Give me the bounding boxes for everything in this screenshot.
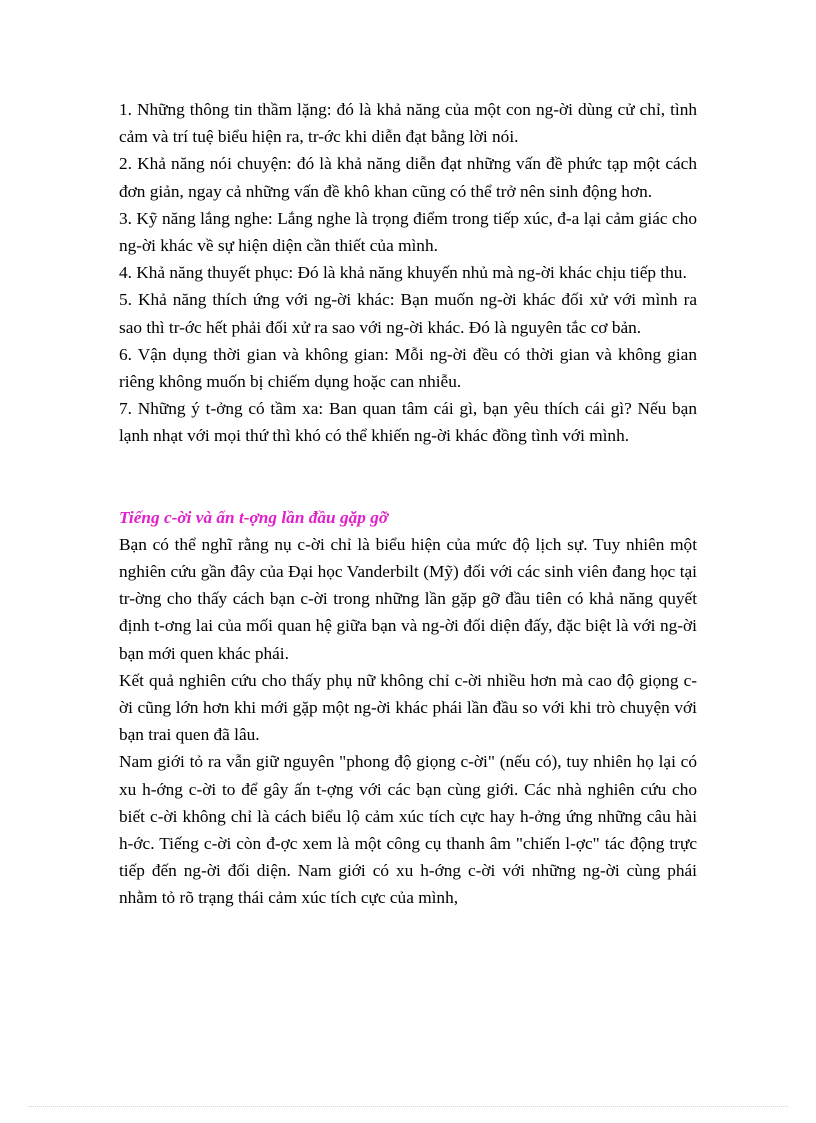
body-paragraph: Kết quả nghiên cứu cho thấy phụ nữ không chỉ c-ời nhiều hơn mà cao độ giọng c-ời cũng lớn hơn khi mới gặp một ng-ời khác phái lần đầu so với khi trò chuyện với bạn trai quen đã lâu.	[119, 670, 697, 745]
skills-list	[119, 96, 697, 450]
body-paragraph: Nam giới tỏ ra vẫn giữ nguyên "phong độ giọng c-ời" (nếu có), tuy nhiên họ lại có xu h-ớng c-ời to để gây ấn t-ợng với các bạn cùng giới. Các nhà nghiên cứu cho biết c-ời không chỉ là cách biểu lộ cảm xúc tích cực hay h-ởng ứng những câu hài h-ớc. Tiếng c-ời còn đ-ợc xem là một công cụ thanh âm "chiến l-ợc" tác động trực tiếp đến ng-ời đối diện. Nam giới có xu h-ớng c-ời với những ng-ời cùng phái nhằm tỏ rõ trạng thái cảm xúc tích cực của mình,	[119, 752, 697, 908]
section-spacer	[119, 450, 697, 504]
list-item: 7. Những ý t-ởng có tầm xa: Ban quan tâm cái gì, bạn yêu thích cái gì? Nếu bạn lạnh nhạt với mọi thứ thì khó có thể khiến ng-ời khác đồng tình với mình.	[119, 399, 697, 446]
list-item: 4. Khả năng thuyết phục: Đó là khả năng khuyến nhủ mà ng-ời khác chịu tiếp thu.	[119, 263, 687, 283]
list-item: 6. Vận dụng thời gian và không gian: Mỗi ng-ời đều có thời gian và không gian riêng không muốn bị chiếm dụng hoặc can nhiễu.	[119, 344, 697, 392]
list-item: 3. Kỹ năng lắng nghe: Lắng nghe là trọng điểm trong tiếp xúc, đ-a lại cảm giác cho ng-ời khác về sự hiện diện cần thiết của mình.	[119, 208, 697, 256]
list-item: 5. Khả năng thích ứng với ng-ời khác: Bạn muốn ng-ời khác đối xử với mình ra sao thì tr-ớc hết phải đối xử ra sao với ng-ời khác. Đó là nguyên tắc cơ bản.	[119, 290, 697, 337]
list-item: 2. Khả năng nói chuyện: đó là khả năng diễn đạt những vấn đề phức tạp một cách đơn giản, ngay cả những vấn đề khô khan cũng có thể trở nên sinh động hơn.	[119, 154, 697, 201]
page-bottom-divider	[28, 1106, 788, 1107]
document-page	[119, 96, 697, 912]
list-item: 1. Những thông tin thầm lặng: đó là khả năng của một con ng-ời dùng cử chỉ, tình cảm và trí tuệ biểu hiện ra, tr-ớc khi diễn đạt bằng lời nói.	[119, 100, 697, 147]
body-paragraph: Bạn có thể nghĩ rằng nụ c-ời chỉ là biểu hiện của mức độ lịch sự. Tuy nhiên một nghiên cứu gần đây của Đại học Vanderbilt (Mỹ) đối với các sinh viên đang học tại tr-ờng cho thấy cách bạn c-ời trong những lần gặp gỡ đầu tiên có khả năng quyết định t-ơng lai của mối quan hệ giữa bạn và ng-ời đối diện đấy, đặc biệt là với ng-ời bạn mới quen khác phái.	[119, 534, 697, 663]
section-heading: Tiếng c-ời và ấn t-ợng lần đầu gặp gỡ	[119, 507, 389, 527]
